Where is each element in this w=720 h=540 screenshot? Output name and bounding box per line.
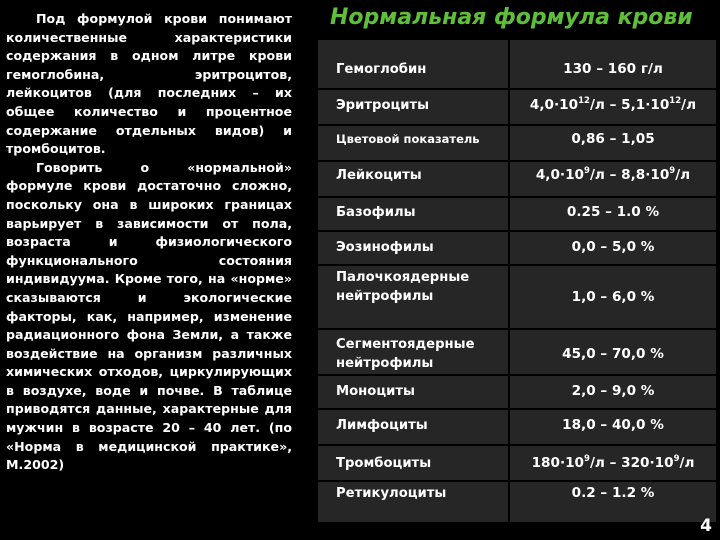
row-divider (318, 160, 716, 162)
param-name-lymphocytes: Лимфоциты (336, 418, 428, 433)
param-value-monocytes: 2,0 – 9,0 % (571, 383, 655, 399)
param-value-color-index: 0,86 – 1,05 (571, 131, 655, 147)
param-value-reticulocytes: 0.2 – 1.2 % (571, 485, 655, 501)
param-value-lymphocytes: 18,0 – 40,0 % (562, 417, 664, 433)
param-value-segmented-neutrophils: 45,0 – 70,0 % (562, 346, 664, 362)
row-divider (318, 444, 716, 446)
intro-text (6, 10, 292, 475)
intro-paragraph-1: Под формулой крови понимают количественные характеристики содержания в одном литре крови гемоглобина, эритроцитов, лейкоцитов (для последних – их общее количество и процентное содержание отдельных видов) и тромбоцитов. (6, 11, 292, 157)
param-value-leukocytes: $4,0\cdot 10^9/л - 8,8\cdot 10^9/л$ (535, 166, 691, 183)
param-name-platelets: Тромбоциты (336, 456, 432, 471)
param-value-band-neutrophils: 1,0 – 6,0 % (571, 289, 655, 305)
row-divider (318, 88, 716, 90)
param-value-eosinophils: 0,0 – 5,0 % (571, 239, 655, 255)
row-divider (318, 480, 716, 482)
page-number: 4 (700, 516, 712, 536)
page-title: Нормальная формула крови (330, 5, 693, 30)
param-name-basophils: Базофилы (336, 205, 416, 220)
param-name-hemoglobin: Гемоглобин (336, 62, 427, 77)
blood-formula-table (318, 40, 716, 522)
param-value-erythrocytes: $4,0\cdot 10^{12}/л - 5,1\cdot 10^{12}/л$ (529, 96, 697, 113)
row-divider (318, 196, 716, 198)
row-divider (318, 374, 716, 376)
param-name-reticulocytes: Ретикулоциты (336, 486, 447, 501)
param-name-eosinophils: Эозинофилы (336, 240, 434, 255)
param-name-erythrocytes: Эритроциты (336, 98, 430, 113)
param-value-platelets: $180\cdot 10^9/л - 320\cdot 10^9/л$ (531, 454, 695, 471)
row-divider (318, 408, 716, 410)
param-name-segmented-neutrophils: Сегментоядерные нейтрофилы (336, 337, 475, 371)
intro-paragraph-2: Говорить о «нормальной» формуле крови достаточно сложно, поскольку она в широких границах варьирует в зависимости от пола, возраста и физиологического функционального состояния индивидуума. Кроме того, на «норме» сказываются и экологические факторы, как, например, изменение радиационного фона Земли, а также воздействие на организм различных химических отходов, циркулирующих в воздухе, воде и почве. В таблице приводятся данные, характерные для мужчин в возрасте 20 – 40 лет. (по «Норма в медицинской практике», М.2002) (6, 159, 292, 473)
param-name-leukocytes: Лейкоциты (336, 168, 422, 183)
param-name-color-index: Цветовой показатель (336, 132, 480, 146)
param-value-hemoglobin: 130 – 160 г/л (563, 61, 663, 77)
param-name-monocytes: Моноциты (336, 384, 415, 399)
param-name-band-neutrophils: Палочкоядерные нейтрофилы (336, 270, 470, 304)
row-divider (318, 264, 716, 266)
row-divider (318, 328, 716, 330)
param-value-basophils: 0.25 – 1.0 % (566, 204, 660, 220)
row-divider (318, 124, 716, 126)
row-divider (318, 230, 716, 232)
